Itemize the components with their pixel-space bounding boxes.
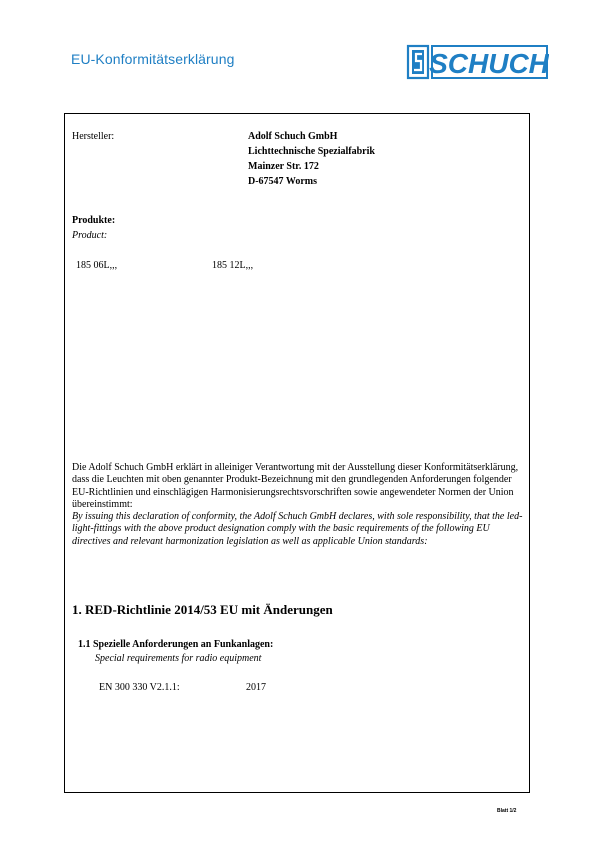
product-item-2: 185 12L,,,	[212, 260, 254, 271]
declaration-text-de: Die Adolf Schuch GmbH erklärt in alleiniger Verantwortung mit der Ausstellung dieser Konformitätserklärung, dass die Leuchten mit oben genannter Produkt-Bezeichnung mit den grundlegenden Anforderungen folgender EU-Richtlinien und einschlägigen Harmonisierungsrechtsvorschriften sowie angewendeter Normen der Union übereinstimmt:	[72, 462, 519, 510]
logo-wordmark: SCHUCH	[429, 48, 549, 79]
products-label: Produkte:	[72, 215, 116, 226]
page-number: Blatt 1/2	[497, 808, 517, 814]
product-item-1: 185 06L,,,	[76, 260, 118, 271]
standard-name: EN 300 330 V2.1.1:	[99, 682, 180, 693]
standard-year: 2017	[246, 682, 266, 693]
products-label-en: Product:	[72, 230, 108, 241]
manufacturer-name: Adolf Schuch GmbH	[248, 131, 338, 142]
manufacturer-label: Hersteller:	[72, 131, 115, 142]
manufacturer-city: D-67547 Worms	[248, 176, 317, 187]
section-1-heading: 1. RED-Richtlinie 2014/53 EU mit Änderungen	[72, 602, 333, 617]
schuch-logo	[406, 44, 549, 80]
document-title: EU-Konformitätserklärung	[71, 51, 235, 67]
schuch-s-mark-icon	[408, 46, 428, 78]
section-1-1-heading-en: Special requirements for radio equipment	[95, 653, 262, 664]
manufacturer-line-2: Lichttechnische Spezialfabrik	[248, 146, 375, 157]
declaration-text-en: By issuing this declaration of conformity, the Adolf Schuch GmbH declares, with sole responsibility, that the led-light-fittings with the above product designation comply with the basic requirements of the following EU directives and relevant harmonization legislation as well as applicable Union standards:	[72, 511, 523, 547]
section-1-1-heading: 1.1 Spezielle Anforderungen an Funkanlagen:	[78, 639, 274, 650]
manufacturer-street: Mainzer Str. 172	[248, 161, 319, 172]
